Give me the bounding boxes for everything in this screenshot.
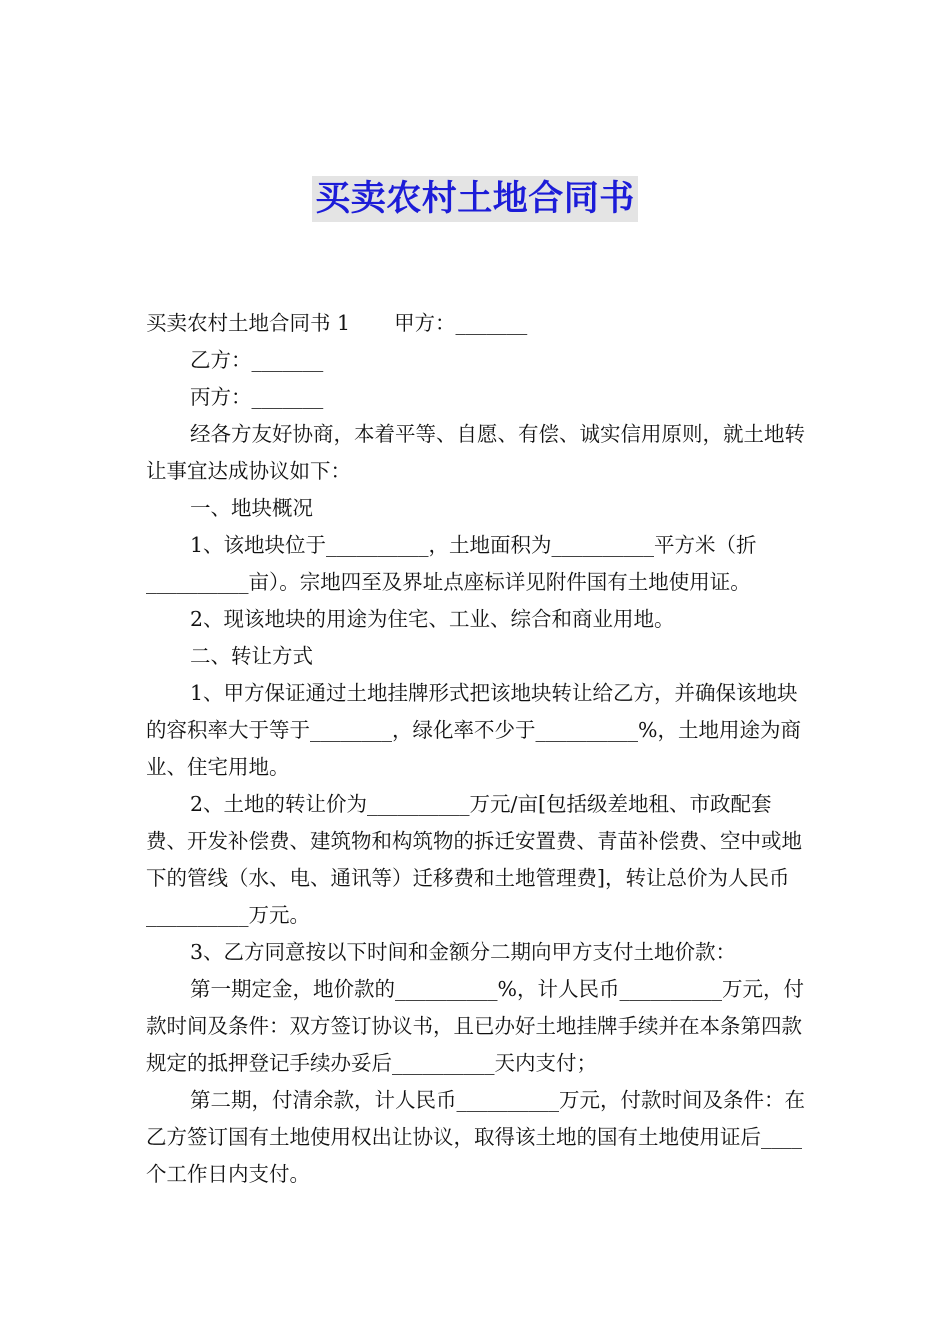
party-c-line: 丙方：_______ (190, 385, 324, 409)
party-a-line: 甲方：_______ (394, 311, 528, 335)
subtitle-text: 买卖农村土地合同书 1 (146, 311, 351, 335)
clause-2-2: 2、土地的转让价为__________万元/亩[包括级差地租、市政配套费、开发补偿费、建筑物和构筑物的拆迁安置费、青苗补偿费、空中或地下的管线（水、电、通讯等）迁移费和土地管理费]，转让总价为人民币__________万元。 (146, 792, 802, 927)
clause-1-2: 2、现该地块的用途为住宅、工业、综合和商业用地。 (190, 607, 675, 631)
party-b-line: 乙方：_______ (190, 348, 324, 372)
payment-phase-1: 第一期定金，地价款的__________%，计人民币__________万元，付款时间及条件：双方签订协议书，且已办好土地挂牌手续并在本条第四款规定的抵押登记手续办妥后__________天内支付； (146, 977, 804, 1075)
clause-1-1: 1、该地块位于__________，土地面积为__________平方米（折__________亩）。宗地四至及界址点座标详见附件国有土地使用证。 (146, 533, 757, 594)
document-body (146, 305, 806, 1193)
document-title: 买卖农村土地合同书 (312, 176, 638, 222)
title-container (0, 176, 950, 222)
intro-paragraph: 经各方友好协商，本着平等、自愿、有偿、诚实信用原则，就土地转让事宜达成协议如下： (146, 422, 805, 483)
clause-2-1: 1、甲方保证通过土地挂牌形式把该地块转让给乙方，并确保该地块的容积率大于等于________，绿化率不少于__________%，土地用途为商业、住宅用地。 (146, 681, 801, 779)
payment-phase-2: 第二期，付清余款，计人民币__________万元，付款时间及条件：在乙方签订国有土地使用权出让协议，取得该土地的国有土地使用证后____个工作日内支付。 (146, 1088, 805, 1186)
section-heading-1: 一、地块概况 (190, 496, 313, 520)
clause-2-3: 3、乙方同意按以下时间和金额分二期向甲方支付土地价款： (190, 940, 737, 964)
section-heading-2: 二、转让方式 (190, 644, 313, 668)
paragraph-heading-line (146, 305, 806, 342)
